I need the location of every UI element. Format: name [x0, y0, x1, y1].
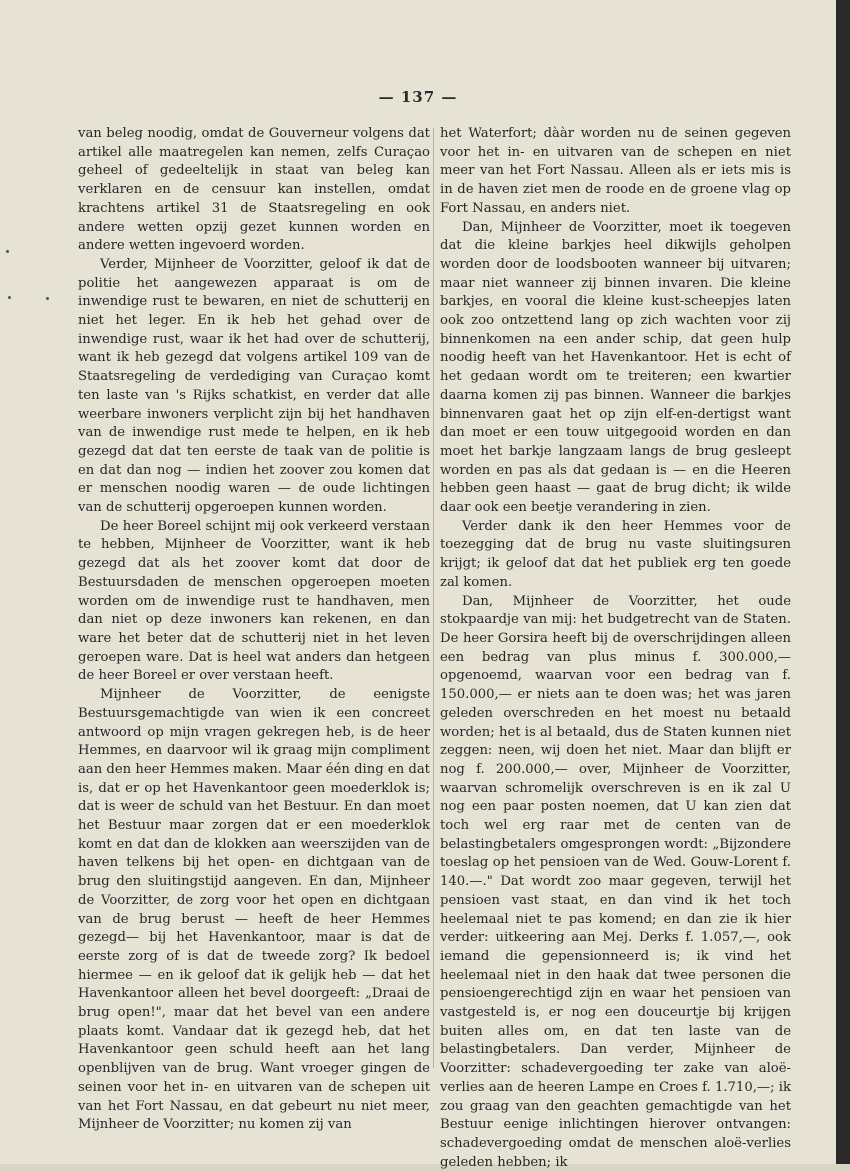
paragraph: Mijnheer de Voorzitter, de eenigste Bestuursgemachtigde van wien ik een concreet antwoord op mijn vragen gekregen heb, is de heer Hemmes, en daarvoor wil ik graag mijn compliment aan den heer Hemmes maken. Maar één ding en dat is, dat er op het Havenkantoor geen moederklok is; dat is weer de schuld van het Bestuur. En dan moet het Bestuur maar zorgen dat er een moederklok komt en dat dan de klokken aan weerszijden van de haven telkens bij het open- en dichtgaan van de brug den sluitingstijd aangeven. En dan, Mijnheer de Voorzitter, de zorg voor het open en dichtgaan van de brug berust — heeft de heer Hemmes gezegd— bij het Havenkantoor, maar is dat de eerste zorg of is dat de tweede zorg? Ik bedoel hiermee — en ik geloof dat ik gelijk heb — dat het Havenkantoor alleen het bevel doorgeeft: „Draai de brug open!", maar dat het bevel van een andere plaats komt. Vandaar dat ik gezegd heb, dat het Havenkantoor geen schuld heeft aan het lang openblijven van de brug. Want vroeger gingen de seinen voor het in- en uitvaren van de schepen uit van het Fort Nassau, en dat gebeurt nu niet meer, Mijnheer de Voorzitter; nu komen zij van: [78, 687, 430, 1133]
paragraph: Verder, Mijnheer de Voorzitter, geloof ik dat de politie het aangewezen apparaat is om de inwendige rust te bewaren, en niet de schutterij en niet het leger. En ik heb het gehad over de inwendige rust, waar ik het had over de schutterij, want ik heb gezegd dat volgens artikel 109 van de Staatsregeling de verdediging van Curaçao komt ten laste van 's Rijks schatkist, en verder dat alle weerbare inwoners verplicht zijn bij het handhaven van de inwendige rust mede te helpen, en ik heb gezegd dat dat ten eerste de taak van de politie is en dat dan nog — indien het zoover zou komen dat er menschen noodig waren — de oude lichtingen van de schutterij opgeroepen kunnen worden.: [78, 256, 430, 516]
paragraph: Verder dank ik den heer Hemmes voor de toezegging dat de brug nu vaste sluitingsuren krijgt; ik geloof dat dat het publiek erg ten goede zal komen.: [440, 518, 791, 590]
scan-speck: [46, 297, 49, 300]
scan-speck: [6, 250, 9, 253]
scan-edge: [836, 0, 850, 1164]
scan-speck: [8, 296, 11, 299]
column-divider: [433, 128, 434, 1068]
paragraph: De heer Boreel schijnt mij ook verkeerd verstaan te hebben, Mijnheer de Voorzitter, want ik heb gezegd dat als het zoover komt dat door de Bestuursdaden de menschen opgeroepen moeten worden om de inwendige rust te handhaven, men dan niet op deze inwoners kan rekenen, en dan ware het beter dat de schutterij niet in het leven geroepen ware. Dat is heel wat anders dan hetgeen de heer Boreel er over verstaan heeft.: [78, 518, 430, 684]
page-number: — 137 —: [378, 88, 458, 106]
right-column: [440, 125, 791, 1172]
left-column: [78, 125, 430, 1135]
paragraph: het Waterfort; dààr worden nu de seinen gegeven voor het in- en uitvaren van de schepen en niet meer van het Fort Nassau. Alleen als er iets mis is in de haven ziet men de roode en de groene vlag op Fort Nassau, en anders niet.: [440, 126, 791, 216]
paragraph: Dan, Mijnheer de Voorzitter, het oude stokpaardje van mij: het budgetrecht van de Staten. De heer Gorsira heeft bij de overschrijdingen alleen een bedrag van plus minus f. 300.000,— opgenoemd, waarvan voor een bedrag van f. 150.000,— er niets aan te doen was; het was jaren geleden overschreden en het moest nu betaald worden; het is al betaald, dus de Staten kunnen niet zeggen: neen, wij doen het niet. Maar dan blijft er nog f. 200.000,— over, Mijnheer de Voorzitter, waarvan schromelijk overschreven is en ik zal U nog een paar posten noemen, dat U kan zien dat toch wel erg raar met de centen van de belastingbetalers omgesprongen wordt: „Bijzondere toeslag op het pensioen van de Wed. Gouw-Lorent f. 140.—." Dat wordt zoo maar gegeven, terwijl het pensioen vast staat, en dan vind ik het toch heelemaal niet te pas komend; en dan zie ik hier verder: uitkeering aan Mej. Derks f. 1.057,—, ook iemand die gepensionneerd is; ik vind het heelemaal niet in den haak dat twee personen die pensioengerechtigd zijn en waar het pensioen van vastgesteld is, er nog een douceurtje bij krijgen buiten alles om, en dat ten laste van de belastingbetalers. Dan verder, Mijnheer de Voorzitter: schadevergoeding ter zake van aloë-verlies aan de heeren Lampe en Croes f. 1.710,—; ik zou graag van den geachten gemachtigde van het Bestuur eenige inlichtingen hierover ontvangen: schadevergoeding omdat de menschen aloë-verlies geleden hebben; ik: [440, 593, 791, 1170]
paragraph: van beleg noodig, omdat de Gouverneur volgens dat artikel alle maatregelen kan nemen, zelfs Curaçao geheel of gedeeltelijk in staat van beleg kan verklaren en de censuur kan instellen, omdat krachtens artikel 31 de Staatsregeling en ook andere wetten opzij gezet kunnen worden en andere wetten ingevoerd worden.: [78, 126, 430, 254]
paragraph: Dan, Mijnheer de Voorzitter, moet ik toegeven dat die kleine barkjes heel dikwijls geholpen worden door de loodsbooten wanneer bij uitvaren; maar niet wanneer zij binnen invaren. Die kleine barkjes, en vooral die kleine kust-scheepjes laten ook zoo ontzettend lang op zich wachten voor zij binnenkomen na een ander schip, dat geen hulp noodig heeft van het Havenkantoor. Het is echt of het gedaan wordt om te treiteren; een kwartier daarna komen zij pas binnen. Wanneer die barkjes binnenvaren gaat het op zijn elf-en-dertigst want dan moet er een touw uitgegooid worden en dan moet het barkje langzaam langs de brug gesleept worden en pas als dat gedaan is — en die Heeren hebben geen haast — gaat de brug dicht; ik wilde daar ook een beetje verandering in zien.: [440, 219, 791, 516]
